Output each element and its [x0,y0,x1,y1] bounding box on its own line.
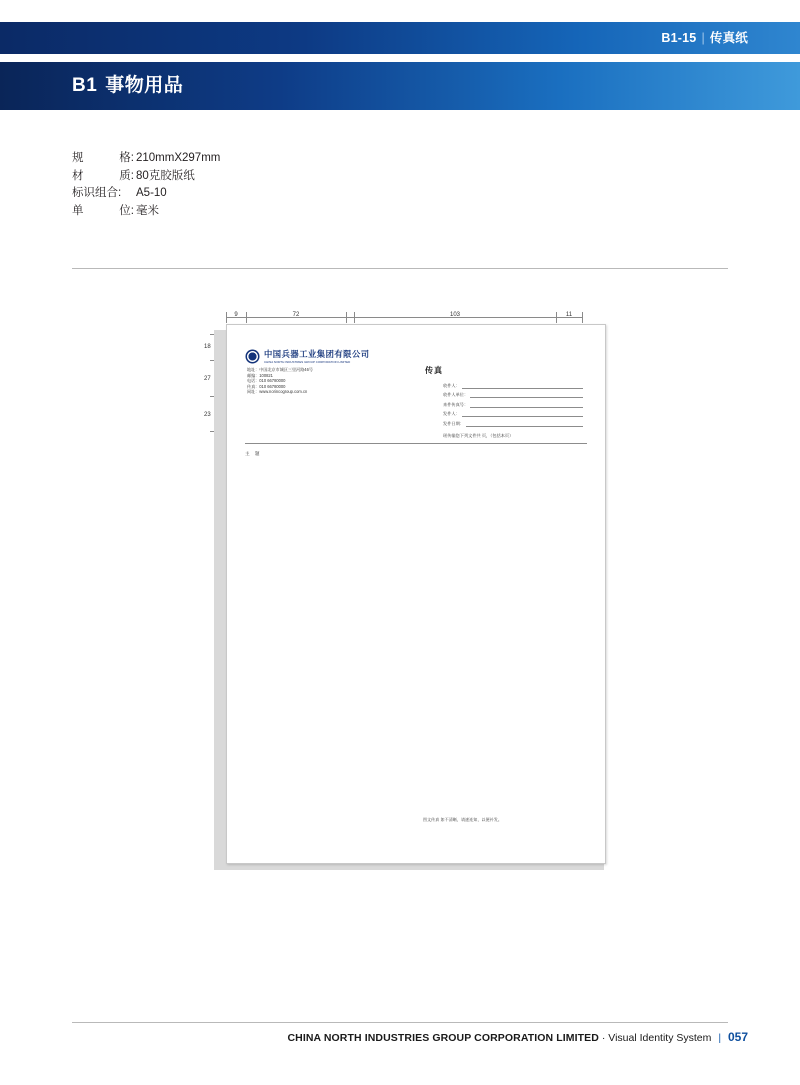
horizontal-divider [72,268,728,269]
page-footer [287,1028,748,1046]
spec-label-a: 单 [72,204,84,217]
dim-tick [582,312,583,323]
norinco-logo-icon [245,349,260,364]
company-postcode: 邮编：100821 [247,372,273,378]
fax-field-row [443,417,583,427]
fax-footer-note: 图文传真 如不清晰，请速连知，以便补发。 [423,817,503,822]
dim-tick [246,312,247,323]
fax-page-count-note: 瑶传输您下列文件共 页，（包括本页） [443,433,514,438]
fax-field-label: 发件人： [443,411,460,416]
dim-value: 11 [565,312,573,318]
fax-field-row [443,408,583,418]
dim-tick [346,312,347,323]
fax-heading: 传真 [425,366,443,375]
dim-tick [354,312,355,323]
page-title-bar [0,62,800,110]
dim-value: 18 [204,344,211,350]
top-header-bar [0,22,800,54]
fax-field-line [470,390,583,398]
spec-label [72,203,134,221]
dim-tick [556,312,557,323]
spec-label-b: 质: [119,169,134,182]
fax-field-row [443,398,583,408]
spec-value: 毫米 [136,204,159,217]
spec-value: A5-10 [136,187,167,199]
spec-row [72,150,220,168]
fax-paper-mockup [226,324,606,864]
spec-label: 标识组合: [72,187,122,199]
fax-field-list [443,379,583,427]
company-contact-block [247,367,313,395]
dim-value: 23 [204,412,211,418]
page-title-text: 事物用品 [105,75,184,96]
company-name-block [264,350,370,364]
company-fax: 传真：010 66780000 [247,383,286,389]
footer-divider [72,1022,728,1023]
spec-list [72,150,220,220]
dimension-ruler-top [226,310,582,324]
fax-field-line [462,409,583,417]
company-name-en: CHINA NORTH INDUSTRIES GROUP CORPORATION LIMITED [264,359,351,364]
fax-field-row [443,379,583,389]
spec-row [72,185,220,203]
letterhead-divider [245,443,587,444]
fax-field-line [466,419,583,427]
spec-label [72,150,134,168]
dim-value: 27 [204,376,211,382]
fax-field-label: 收件人单位： [443,392,469,397]
fax-field-line [470,400,583,408]
section-label [661,22,748,54]
company-tel: 电话：010 66780000 [247,378,286,384]
fax-field-label: 来件传真号： [443,401,469,407]
spec-row [72,168,220,186]
company-address: 地址：中国北京市城区三里河路46号 [247,367,313,372]
spec-value: 80克胶版纸 [136,169,195,182]
footer-brand: CHINA NORTH INDUSTRIES GROUP CORPORATION LIMITED [287,1032,599,1044]
fax-field-line [462,381,583,389]
dim-value: 103 [449,312,461,318]
page-title-code: B1 [72,75,98,96]
company-logo [245,349,370,364]
company-name-cn: 中国兵器工业集团有限公司 [264,348,370,359]
section-name: 传真纸 [709,31,748,45]
subject-label: 主 题 [245,451,262,456]
fax-field-row [443,389,583,399]
spec-row [72,203,220,221]
section-divider: | [701,31,705,45]
fax-field-label: 收件人： [443,382,460,388]
dim-value: 9 [234,312,238,318]
spec-label-b: 格: [119,152,134,164]
dim-tick [226,312,227,323]
page-title [72,62,183,110]
artwork-area [196,300,616,880]
spec-label-a: 规 [72,152,84,164]
page-number: 057 [727,1030,748,1044]
company-website: 网址：www.norincogroup.com.cn [247,389,308,395]
section-code: B1-15 [661,31,697,45]
dim-value: 72 [292,312,300,318]
fax-field-label: 发件日期： [443,420,464,426]
footer-divider-glyph: | [718,1032,722,1044]
dim-line [226,317,582,318]
footer-subtitle: · Visual Identity System [601,1032,712,1044]
spec-value: 210mmX297mm [136,152,221,164]
spec-label-b: 位: [119,204,134,217]
spec-label-a: 材 [72,169,84,182]
spec-label [72,168,134,186]
